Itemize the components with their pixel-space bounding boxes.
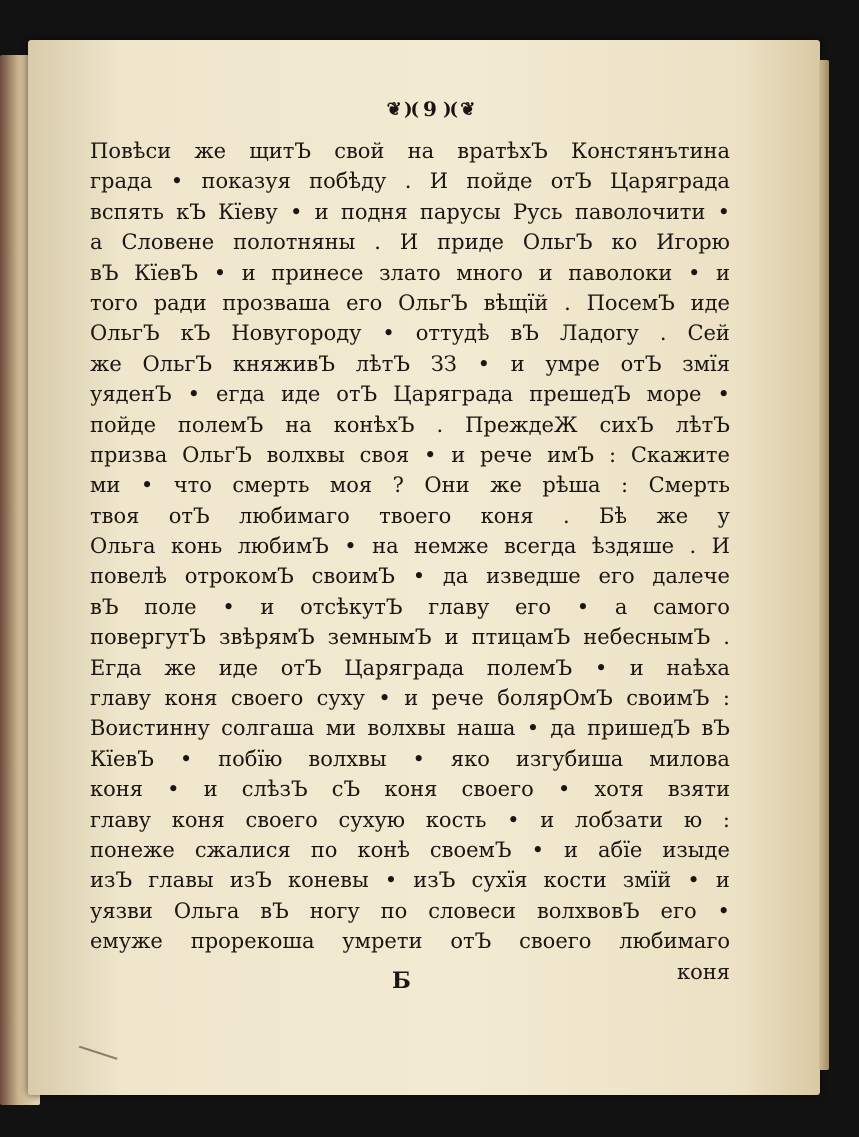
- word: главу: [90, 807, 152, 832]
- word: моя: [329, 473, 373, 498]
- word: И: [399, 230, 419, 255]
- word: .: [404, 169, 412, 194]
- word: вЪ: [510, 321, 539, 346]
- word: призва: [90, 442, 168, 467]
- word: щитЪ: [249, 139, 312, 163]
- word: КїевЪ: [134, 260, 199, 285]
- word: .: [562, 503, 570, 528]
- word: ЗЗ: [430, 351, 457, 376]
- word: :: [608, 442, 617, 467]
- word: конѣхЪ: [333, 412, 415, 437]
- word: конѣ: [357, 837, 410, 862]
- word: паволочити: [574, 199, 706, 224]
- word: своимЪ: [311, 564, 395, 589]
- word: земнымЪ: [327, 625, 432, 650]
- signature-mark: Б: [392, 968, 411, 994]
- word: любимЪ: [237, 534, 329, 559]
- word: понеже: [90, 837, 175, 862]
- text-line: [90, 531, 730, 561]
- word: ми: [90, 473, 121, 498]
- text-line: [90, 561, 730, 591]
- word: ко: [611, 230, 638, 255]
- word: пойде: [466, 169, 533, 194]
- word: рече: [431, 686, 484, 711]
- word: кости: [543, 868, 607, 893]
- word: смерть: [232, 473, 310, 498]
- word: изЪ: [413, 868, 456, 893]
- word: •: [477, 351, 490, 376]
- word: ?: [392, 473, 404, 498]
- word: •: [382, 321, 395, 346]
- word: •: [384, 868, 398, 893]
- word: что: [173, 473, 212, 498]
- text-line: [90, 865, 730, 895]
- text-line: [90, 501, 730, 531]
- word: :: [722, 807, 730, 832]
- word: волхвы: [367, 716, 446, 741]
- word: птицамЪ: [471, 625, 571, 650]
- text-line: [90, 410, 730, 440]
- word: •: [423, 442, 437, 467]
- word: и: [629, 655, 644, 680]
- text-line: [90, 166, 730, 196]
- word: рече: [480, 442, 533, 467]
- word: Игорю: [656, 230, 730, 255]
- word: полемЪ: [177, 412, 264, 437]
- word: милова: [649, 746, 730, 771]
- word: •: [222, 594, 235, 619]
- word: волхвы: [308, 746, 387, 771]
- word: ОльгЪ: [398, 290, 468, 315]
- word: побѣду: [309, 169, 387, 194]
- word: кЪ: [180, 321, 211, 346]
- word: у: [717, 503, 730, 528]
- word: сЪ: [331, 777, 361, 802]
- word: любимаго: [238, 503, 350, 528]
- page-text: [90, 136, 730, 987]
- catchword: коня: [676, 959, 730, 984]
- word: яко: [450, 746, 490, 771]
- word: главу: [90, 686, 152, 711]
- text-line: [90, 318, 730, 348]
- text-line: [90, 379, 730, 409]
- word: кость: [425, 807, 487, 832]
- word: того: [90, 290, 138, 315]
- word: вѣщїй: [483, 290, 549, 315]
- word: приде: [437, 230, 504, 255]
- word: да: [550, 716, 576, 741]
- word: изведше: [486, 564, 581, 589]
- word: вЪ: [90, 260, 119, 285]
- word: его: [598, 564, 635, 589]
- word: слѣзЪ: [241, 777, 308, 802]
- word: •: [140, 473, 154, 498]
- word: •: [179, 746, 193, 771]
- word: хотя: [594, 777, 644, 802]
- word: Русь: [512, 199, 563, 224]
- word: злато: [379, 260, 441, 285]
- text-line: [90, 592, 730, 622]
- text-line: [90, 258, 730, 288]
- word: абїе: [598, 837, 643, 862]
- word: наша: [456, 716, 516, 741]
- word: много: [456, 260, 523, 285]
- text-line: [90, 622, 730, 652]
- text-line: [90, 835, 730, 865]
- word: же: [164, 655, 197, 680]
- text-line: [90, 926, 730, 956]
- word: волхвы: [266, 442, 345, 467]
- word: .: [436, 412, 444, 437]
- word: ПосемЪ: [586, 290, 675, 315]
- word: ми: [325, 716, 357, 741]
- word: и: [538, 260, 553, 285]
- word: змїя: [682, 351, 730, 376]
- word: его: [660, 898, 697, 923]
- word: же: [656, 503, 689, 528]
- text-line: [90, 774, 730, 804]
- word: умрети: [342, 929, 423, 954]
- text-line: [90, 713, 730, 743]
- text-line: [90, 470, 730, 500]
- word: небеснымЪ: [583, 625, 711, 650]
- word: своемЪ: [429, 837, 512, 862]
- word: •: [187, 382, 201, 407]
- word: да: [442, 564, 469, 589]
- word: свой: [334, 139, 385, 163]
- word: коня: [384, 777, 438, 802]
- word: Они: [424, 473, 470, 498]
- word: ради: [153, 290, 207, 315]
- word: емуже: [90, 929, 163, 954]
- word: сихЪ: [599, 412, 654, 437]
- word: •: [717, 898, 730, 923]
- word: сухїя: [471, 868, 528, 893]
- word: егда: [216, 382, 265, 407]
- word: Егда: [90, 655, 142, 680]
- word: Царяграда: [609, 169, 730, 194]
- word: Скажите: [630, 442, 730, 467]
- word: отЪ: [620, 351, 662, 376]
- word: и: [451, 442, 466, 467]
- word: И: [429, 169, 449, 194]
- word: своимЪ: [626, 686, 710, 711]
- word: пойде: [90, 412, 156, 437]
- word: изгубиша: [515, 746, 624, 771]
- word: на: [372, 534, 399, 559]
- word: •: [687, 868, 700, 893]
- word: на: [285, 412, 312, 437]
- word: прозваша: [222, 290, 331, 315]
- word: ОльгЪ: [142, 351, 213, 376]
- word: на: [407, 139, 435, 163]
- word: словеси: [428, 898, 517, 923]
- word: повелѣ: [90, 564, 167, 589]
- word: Повѣси: [90, 139, 172, 163]
- word: .: [723, 625, 730, 650]
- word: Словене: [121, 230, 215, 255]
- word: Сей: [687, 321, 730, 346]
- word: кЪ: [176, 199, 206, 224]
- word: подня: [340, 199, 408, 224]
- word: •: [167, 777, 180, 802]
- word: же: [90, 351, 122, 376]
- word: лѣтЪ: [675, 412, 730, 437]
- word: :: [722, 686, 730, 711]
- word: Царяграда: [393, 382, 514, 407]
- text-line: [90, 805, 730, 835]
- word: •: [412, 564, 426, 589]
- text-line: [90, 197, 730, 227]
- ornament-left-icon: ❦ )(: [386, 98, 418, 120]
- word: суху: [316, 686, 365, 711]
- word: .: [374, 230, 381, 255]
- text-line: [90, 683, 730, 713]
- word: звѣрямЪ: [219, 625, 315, 650]
- word: и: [564, 837, 579, 862]
- word: коня: [171, 807, 225, 832]
- word: паволоки: [568, 260, 673, 285]
- text-line: [90, 653, 730, 683]
- word: оттудѣ: [415, 321, 490, 346]
- word: пришедЪ: [587, 716, 691, 741]
- word: всегда: [503, 534, 577, 559]
- word: и: [241, 260, 256, 285]
- word: ОльгЪ: [522, 230, 593, 255]
- word: лѣтЪ: [355, 351, 411, 376]
- word: полемЪ: [486, 655, 573, 680]
- page-header: [340, 96, 520, 122]
- text-line: [90, 136, 730, 166]
- word: взяти: [667, 777, 730, 802]
- word: змїй: [622, 868, 672, 893]
- word: далече: [652, 564, 730, 589]
- word: море: [646, 382, 702, 407]
- word: немже: [414, 534, 489, 559]
- word: и: [260, 594, 275, 619]
- word: же: [194, 139, 227, 163]
- word: повергутЪ: [90, 625, 206, 650]
- word: :: [621, 473, 629, 498]
- word: Воистинну: [90, 716, 210, 741]
- word: твоего: [379, 503, 452, 528]
- word: Констянътина: [570, 139, 730, 163]
- word: •: [507, 807, 520, 832]
- word: иде: [690, 290, 730, 315]
- word: вЪ: [260, 898, 289, 923]
- word: волхвовЪ: [536, 898, 640, 923]
- word: отрокомЪ: [184, 564, 294, 589]
- text-line: [90, 440, 730, 470]
- page-edge-right: [819, 60, 829, 1070]
- text-line: [90, 896, 730, 926]
- word: твоя: [90, 503, 140, 528]
- word: своего: [461, 777, 534, 802]
- word: отЪ: [336, 382, 378, 407]
- word: сухую: [338, 807, 406, 832]
- word: и: [510, 351, 525, 376]
- word: •: [289, 199, 303, 224]
- word: изЪ: [229, 868, 272, 893]
- word: коня: [480, 503, 534, 528]
- word: Кїеву: [218, 199, 278, 224]
- word: его: [514, 594, 552, 619]
- word: •: [557, 777, 571, 802]
- word: ю: [683, 807, 703, 832]
- word: Бѣ: [599, 503, 628, 528]
- word: •: [594, 655, 608, 680]
- word: отсѣкутЪ: [300, 594, 403, 619]
- word: вЪ: [90, 594, 119, 619]
- word: отЪ: [450, 929, 492, 954]
- word: побїю: [218, 746, 283, 771]
- word: самого: [653, 594, 730, 619]
- word: ѣздяше: [591, 534, 675, 559]
- word: солгаша: [221, 716, 315, 741]
- word: ногу: [309, 898, 360, 923]
- text-line: [90, 227, 730, 257]
- word: КїевЪ: [90, 746, 154, 771]
- word: болярОмЪ: [497, 686, 613, 711]
- word: главу: [428, 594, 490, 619]
- word: и: [715, 868, 730, 893]
- word: по: [380, 898, 408, 923]
- word: и: [404, 686, 419, 711]
- word: главы: [148, 868, 214, 893]
- word: и: [444, 625, 459, 650]
- word: парусы: [419, 199, 501, 224]
- word: •: [170, 169, 184, 194]
- word: показуя: [201, 169, 291, 194]
- word: иде: [280, 382, 321, 407]
- word: прешедЪ: [529, 382, 631, 407]
- word: конь: [170, 534, 223, 559]
- word: уяденЪ: [90, 382, 172, 407]
- word: а: [614, 594, 628, 619]
- word: полотняны: [233, 230, 356, 255]
- word: •: [576, 594, 590, 619]
- word: Ольга: [173, 898, 240, 923]
- word: принесе: [271, 260, 364, 285]
- word: .: [564, 290, 571, 315]
- word: Новугороду: [231, 321, 362, 346]
- word: отЪ: [280, 655, 322, 680]
- word: своего: [519, 929, 592, 954]
- word: и: [715, 260, 730, 285]
- word: •: [526, 716, 540, 741]
- word: по: [310, 837, 338, 862]
- word: умре: [545, 351, 600, 376]
- word: ОльгЪ: [90, 321, 160, 346]
- word: вспять: [90, 199, 164, 224]
- word: рѣша: [542, 473, 601, 498]
- word: и: [314, 199, 329, 224]
- word: •: [378, 686, 391, 711]
- word: своего: [230, 686, 304, 711]
- word: сжалися: [194, 837, 291, 862]
- word: •: [344, 534, 357, 559]
- word: а: [90, 230, 103, 255]
- word: его: [346, 290, 383, 315]
- word: •: [717, 199, 730, 224]
- word: отЪ: [550, 169, 592, 194]
- word: лобзати: [574, 807, 664, 832]
- word: своя: [359, 442, 410, 467]
- word: коня: [164, 686, 218, 711]
- text-line: [90, 744, 730, 774]
- word: •: [687, 260, 701, 285]
- word: иде: [218, 655, 259, 680]
- word: •: [412, 746, 425, 771]
- word: поле: [144, 594, 197, 619]
- word: .: [689, 534, 697, 559]
- word: •: [531, 837, 544, 862]
- word: своего: [245, 807, 318, 832]
- text-line: [90, 349, 730, 379]
- word: и: [540, 807, 555, 832]
- word: и: [203, 777, 218, 802]
- word: изыде: [662, 837, 730, 862]
- word: наѣха: [666, 655, 730, 680]
- word: •: [213, 260, 227, 285]
- word: коня: [90, 777, 144, 802]
- word: ПреждеЖ: [465, 412, 578, 437]
- word: имЪ: [547, 442, 595, 467]
- word: отЪ: [168, 503, 210, 528]
- word: И: [711, 534, 730, 559]
- word: Ольга: [90, 534, 156, 559]
- word: града: [90, 169, 153, 194]
- word: вратѣхЪ: [457, 139, 548, 163]
- word: .: [659, 321, 667, 346]
- word: же: [490, 473, 522, 498]
- word: любимаго: [619, 929, 730, 954]
- ornament-right-icon: )( ❦: [442, 98, 474, 120]
- word: Ладогу: [559, 321, 639, 346]
- word: уязви: [90, 898, 153, 923]
- word: изЪ: [90, 868, 133, 893]
- word: вЪ: [701, 716, 730, 741]
- word: коневы: [287, 868, 369, 893]
- word: ОльгЪ: [182, 442, 252, 467]
- word: •: [717, 382, 730, 407]
- text-line: [90, 288, 730, 318]
- word: Царяграда: [344, 655, 465, 680]
- word: княживЪ: [232, 351, 336, 376]
- word: прорекоша: [190, 929, 315, 954]
- page-number: 9: [423, 97, 437, 121]
- word: Смерть: [648, 473, 730, 498]
